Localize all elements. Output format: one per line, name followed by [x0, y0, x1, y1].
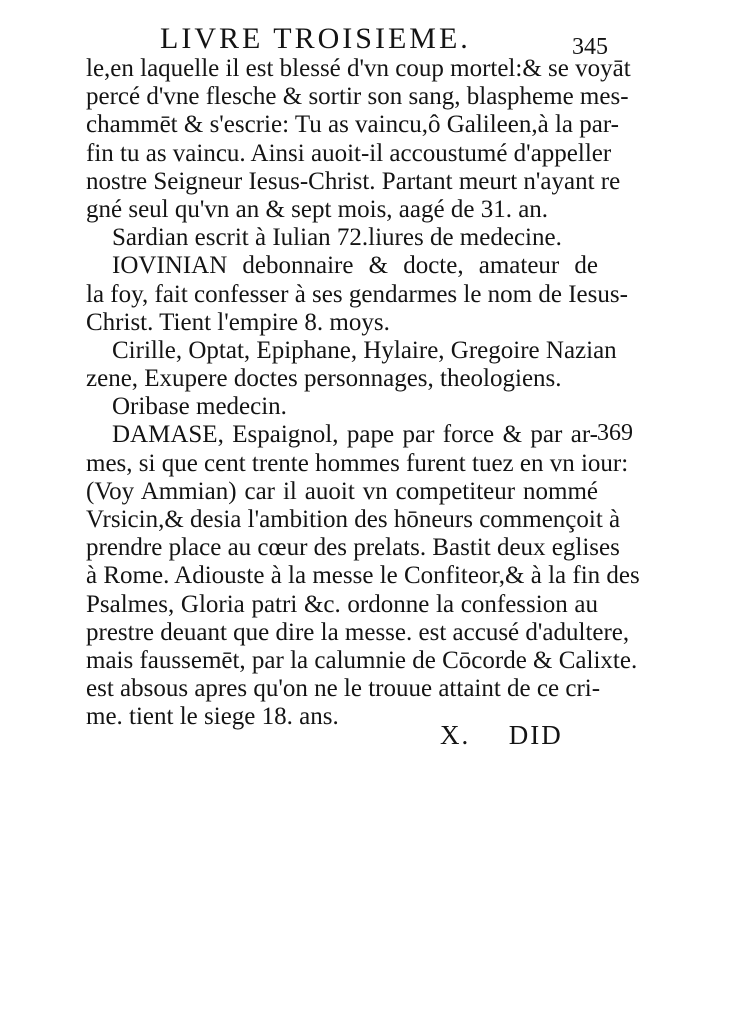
text-line: me. tient le siege 18. ans. — [86, 703, 339, 731]
text-line: Cirille, Optat, Epiphane, Hylaire, Gregoire Nazian — [112, 336, 617, 364]
text-line: DAMASE, Espaignol, pape par force & par ar- — [112, 421, 598, 449]
running-head: LIVRE TROISIEME. — [160, 22, 471, 55]
text-line: Psalmes, Gloria patri &c. ordonne la confession au — [86, 590, 598, 618]
text-line: fin tu as vaincu. Ainsi auoit-il accoustumé d'appeller — [86, 139, 612, 167]
text-line: à Rome. Adiouste à la messe le Confiteor,& à la fin des — [86, 562, 640, 590]
text-line: est absous apres qu'on ne le trouue attaint de ce cri- — [86, 675, 601, 703]
marginal-date-note: 369 — [597, 420, 633, 446]
catchword: DID — [508, 720, 563, 750]
text-line: gné seul qu'vn an & sept mois, aagé de 31. an. — [86, 195, 549, 223]
page-footer — [440, 720, 563, 751]
text-line: zene, Exupere doctes personnages, theologiens. — [86, 365, 562, 393]
text-line: Oribase medecin. — [112, 393, 287, 421]
text-line: Christ. Tient l'empire 8. moys. — [86, 308, 390, 336]
text-line: chammēt & s'escrie: Tu as vaincu,ô Galileen,à la par- — [86, 111, 620, 139]
page-number: 345 — [572, 34, 608, 60]
text-line: percé d'vne flesche & sortir son sang, blaspheme mes- — [86, 83, 629, 111]
text-line: nostre Seigneur Iesus-Christ. Partant meurt n'ayant re — [86, 167, 621, 195]
text-line: prendre place au cœur des prelats. Bastit deux eglises — [86, 534, 620, 562]
text-line: mes, si que cent trente hommes furent tuez en vn iour: — [86, 449, 629, 477]
text-line: le,en laquelle il est blessé d'vn coup mortel:& se voyāt — [86, 55, 631, 82]
signature-mark: X. — [440, 720, 471, 750]
text-line: IOVINIAN debonnaire & docte, amateur de — [112, 252, 598, 280]
text-line: la foy, fait confesser à ses gendarmes le nom de Iesus- — [86, 280, 628, 308]
text-line: (Voy Ammian) car il auoit vn competiteur nommé — [86, 477, 598, 505]
text-line: mais faussemēt, par la calumnie de Cōcorde & Calixte. — [86, 646, 638, 674]
text-line: Vrsicin,& desia l'ambition des hōneurs commençoit à — [86, 506, 621, 533]
text-line: Sardian escrit à Iulian 72.liures de medecine. — [112, 224, 562, 252]
text-line: prestre deuant que dire la messe. est accusé d'adultere, — [86, 618, 630, 646]
